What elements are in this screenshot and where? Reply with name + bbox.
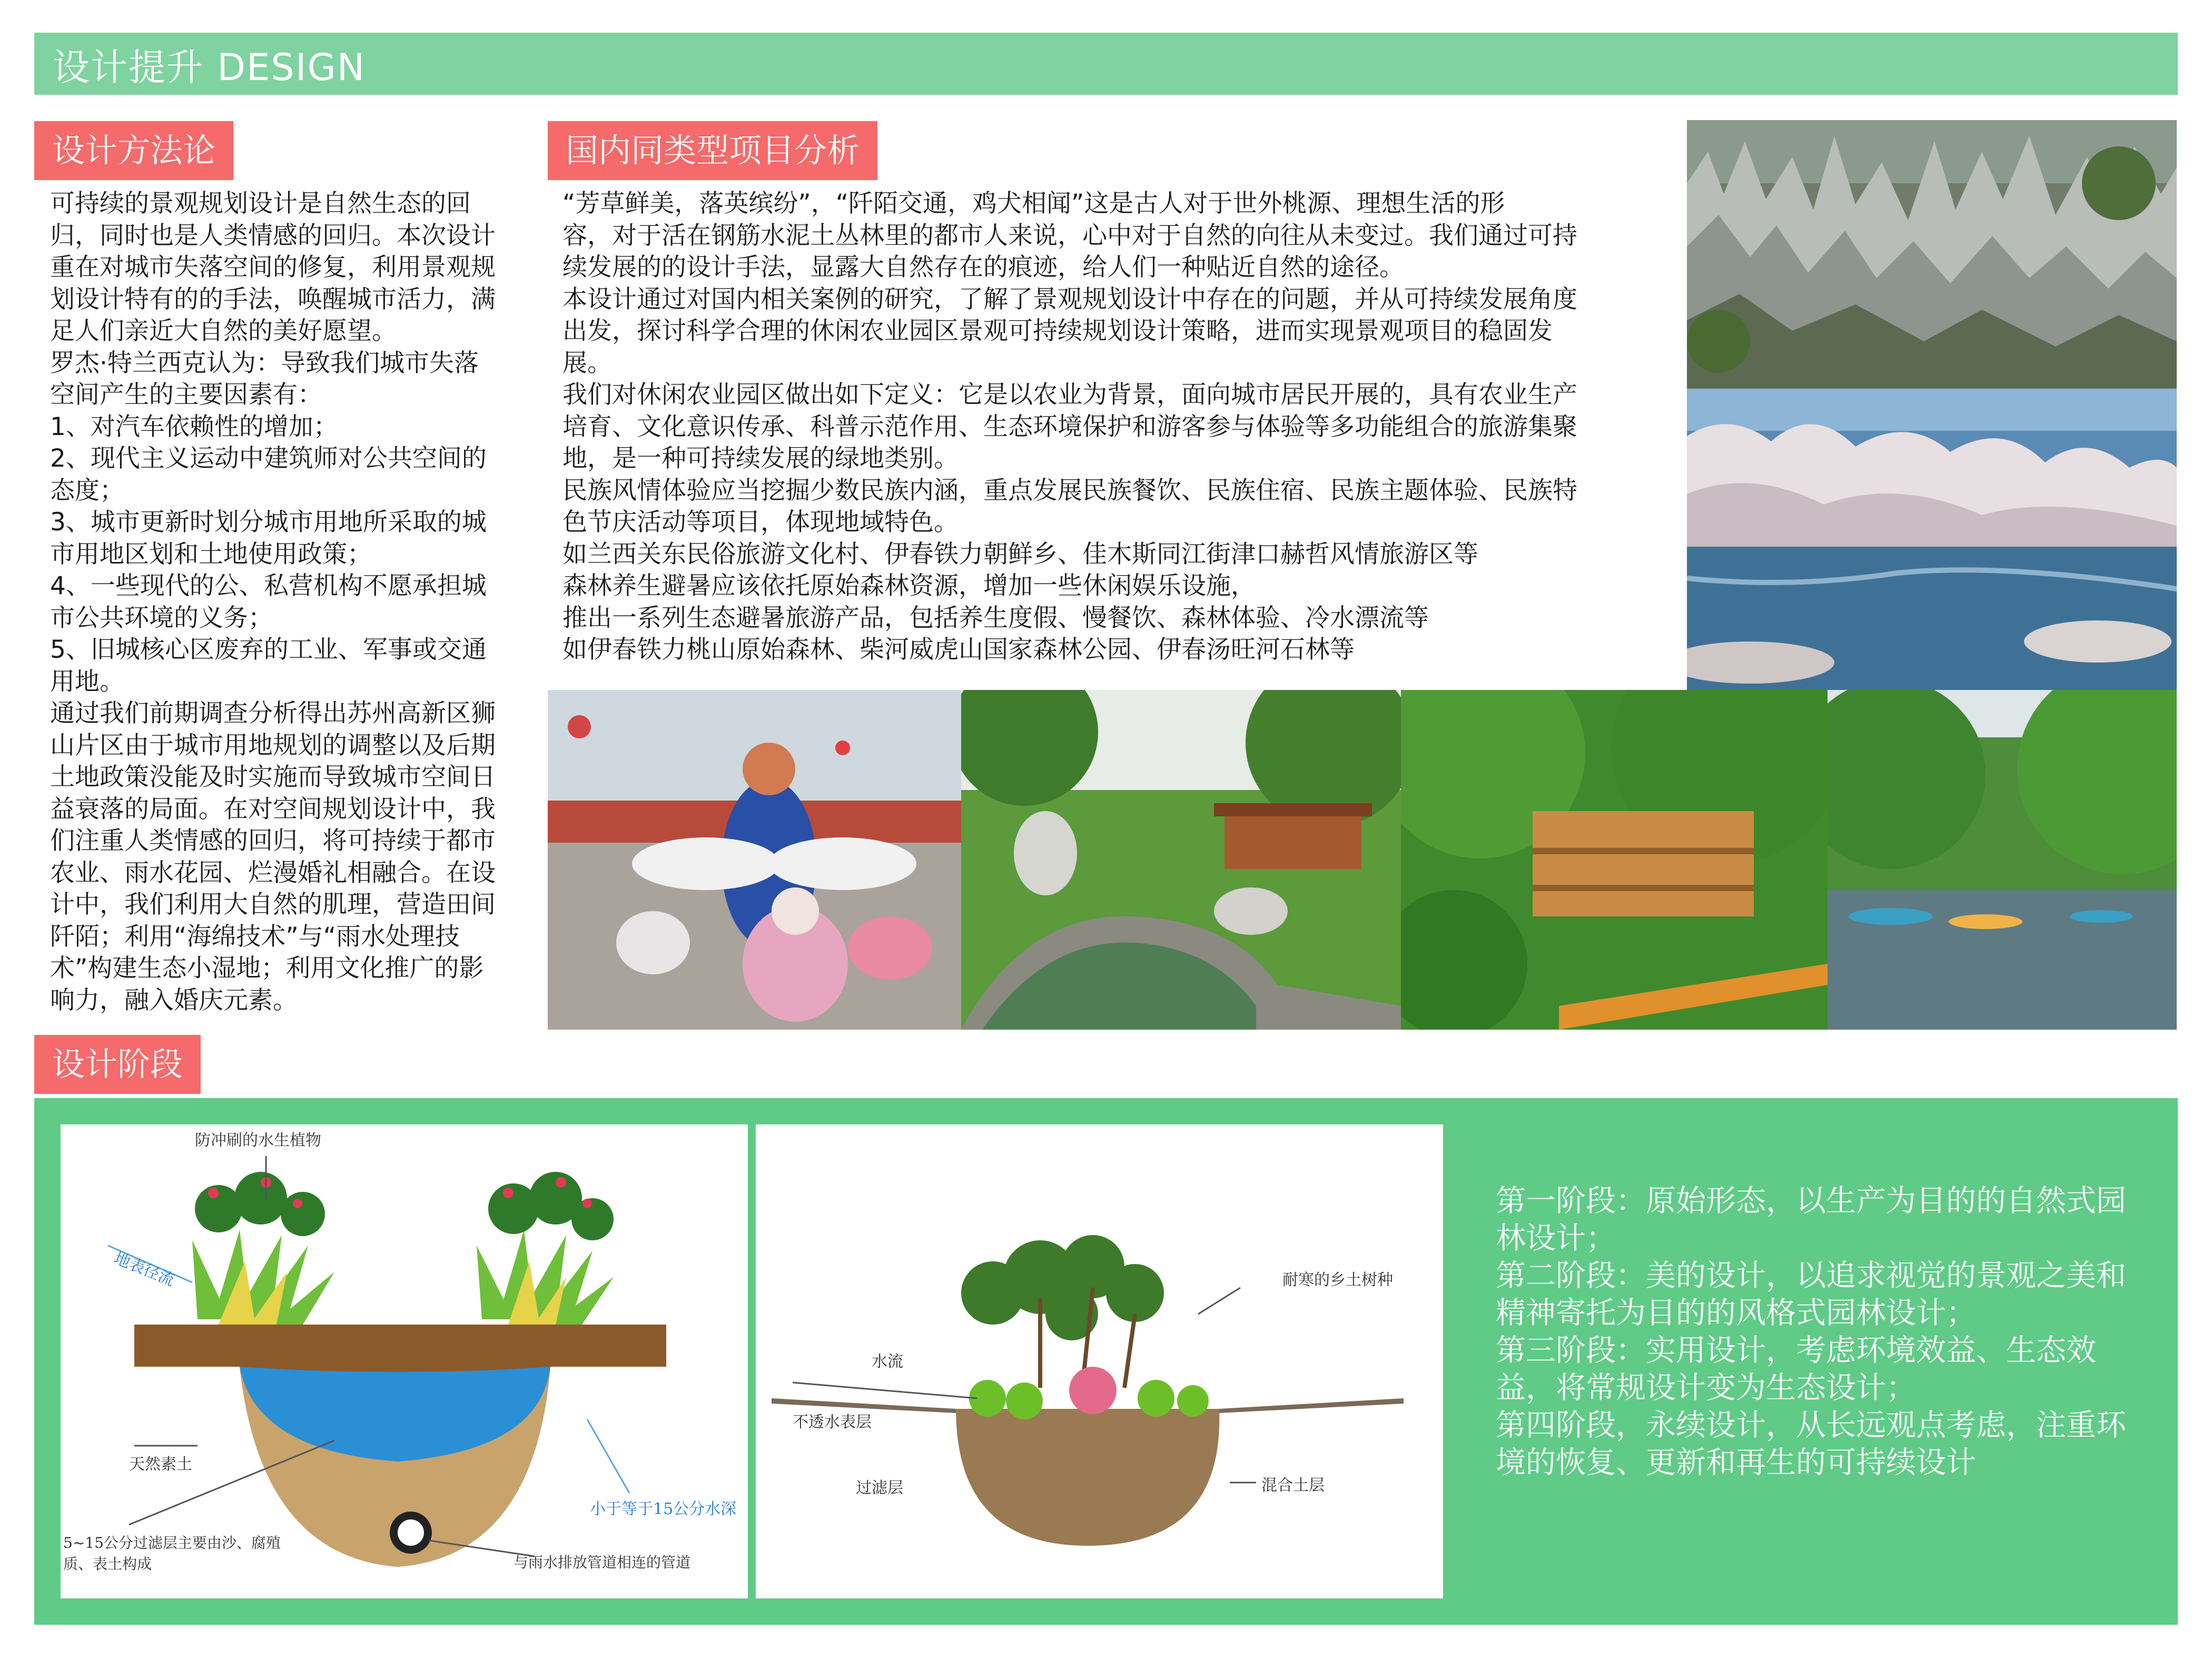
plants-label: 防冲刷的水生植物 <box>195 1131 321 1150</box>
analysis-line: 培育、文化意识传承、科普示范作用、生态环境保护和游客参与体验等多功能组合的旅游集聚 <box>562 412 1577 441</box>
methodology-line: 归，同时也是人类情感的回归。本次设计 <box>50 221 496 250</box>
methodology-line: 5、旧城核心区废弃的工业、军事或交通 <box>50 635 487 664</box>
methodology-line: 阡陌；利用“海绵技术”与“雨水处理技 <box>50 922 460 951</box>
stage-2-text: 第二阶段：美的设计，以追求视觉的景观之美和精神寄托为目的的风格式园林设计； <box>1496 1258 2126 1330</box>
page-title: 设计提升 DESIGN <box>53 46 366 89</box>
stage-4-text: 第四阶段，永续设计，从长远观点考虑，注重环境的恢复、更新和再生的可持续设计 <box>1496 1408 2126 1480</box>
methodology-line: 们注重人类情感的回归，将可持续于都市 <box>50 826 496 855</box>
analysis-line: 出发，探讨科学合理的休闲农业园区景观可持续规划设计策略，进而实现景观项目的稳固发 <box>562 317 1553 345</box>
methodology-line: 划设计特有的的手法，唤醒城市活力，满 <box>50 284 496 314</box>
methodology-line: 态度； <box>50 476 124 505</box>
analysis-line: 色节庆活动等项目，体现地域特色。 <box>562 508 959 537</box>
methodology-line: 4、一些现代的公、私营机构不愿承担城 <box>50 571 487 600</box>
methodology-line: 1、对汽车依赖性的增加； <box>50 412 338 441</box>
water-flow-label: 水流 <box>872 1352 903 1371</box>
filter-layer-label: 过滤层 <box>856 1479 903 1497</box>
methodology-line: 市用地区划和土地使用政策； <box>50 539 372 569</box>
methodology-line: 术”构建生态小湿地；利用文化推广的影 <box>50 954 484 983</box>
analysis-line: 展。 <box>562 348 612 378</box>
stage-1-text: 第一阶段：原始形态，以生产为目的的自然式园林设计； <box>1496 1183 2126 1256</box>
forest-cabin-photo <box>1401 690 1828 1030</box>
folk-dance-photo <box>548 690 961 1030</box>
methodology-line: 2、现代主义运动中建筑师对公共空间的 <box>50 444 487 473</box>
methodology-line: 罗杰·特兰西克认为：导致我们城市失落 <box>50 348 479 378</box>
analysis-line: 民族风情体验应当挖掘少数民族内涵，重点发展民族餐饮、民族住宿、民族主题体验、民族特 <box>562 476 1577 505</box>
methodology-line: 足人们亲近大自然的美好愿望。 <box>50 317 397 345</box>
trees-label: 耐寒的乡土树种 <box>1282 1271 1393 1289</box>
stage-descriptions <box>1496 1182 2154 1482</box>
filter-layer-label: 5~15公分过滤层主要由沙、腐殖质、表土构成 <box>63 1534 281 1573</box>
methodology-line: 土地政策没能及时实施而导致城市空间日 <box>50 763 496 792</box>
analysis-line: 如兰西关东民俗旅游文化村、伊春铁力朝鲜乡、佳木斯同江街津口赫哲风情旅游区等 <box>562 539 1478 569</box>
methodology-line: 3、城市更新时划分城市用地所采取的城 <box>50 508 487 537</box>
analysis-line: 地，是一种可持续发展的绿地类别。 <box>562 444 959 473</box>
impermeable-label: 不透水表层 <box>793 1413 872 1431</box>
methodology-line: 响力，融入婚庆元素。 <box>50 985 298 1015</box>
methodology-line: 重在对城市失落空间的修复，利用景观规 <box>50 253 496 282</box>
stone-forest-photo <box>1687 120 2177 389</box>
methodology-tag: 设计方法论 <box>34 121 233 180</box>
depth-label: 小于等于15公分水深 <box>590 1500 737 1518</box>
analysis-text <box>562 188 1695 666</box>
analysis-tag: 国内同类型项目分析 <box>548 121 877 180</box>
analysis-line: 本设计通过对国内相关案例的研究，了解了景观规划设计中存在的问题，并从可持续发展角度 <box>562 284 1577 314</box>
analysis-line: 续发展的的设计手法，显露大自然存在的痕迹，给人们一种贴近自然的途径。 <box>562 253 1404 282</box>
pipe-label: 与雨水排放管道相连的管道 <box>514 1554 691 1571</box>
analysis-line: “芳草鲜美，落英缤纷”，“阡陌交通，鸡犬相闻”这是古人对于世外桃源、理想生活的形 <box>562 189 1505 218</box>
methodology-line: 用地。 <box>50 667 124 696</box>
analysis-line: 森林养生避暑应该依托原始森林资源，增加一些休闲娱乐设施， <box>562 571 1256 600</box>
methodology-line: 通过我们前期调查分析得出苏州高新区狮 <box>50 699 496 728</box>
mixed-soil-label: 混合土层 <box>1261 1476 1325 1495</box>
frost-river-photo <box>1687 389 2177 690</box>
planter-basin-diagram <box>756 1124 1443 1598</box>
methodology-line: 益衰落的局面。在对空间规划设计中，我 <box>50 794 496 824</box>
methodology-line: 可持续的景观规划设计是自然生态的回 <box>50 189 471 218</box>
methodology-text <box>50 188 535 1016</box>
analysis-line: 如伊春铁力桃山原始森林、柴河威虎山国家森林公园、伊春汤旺河石林等 <box>562 635 1355 664</box>
garden-stream-photo <box>961 690 1401 1030</box>
analysis-line: 推出一系列生态避暑旅游产品，包括养生度假、慢餐饮、森林体验、冷水漂流等 <box>562 603 1429 633</box>
methodology-line: 计中，我们利用大自然的肌理，营造田间 <box>50 890 496 919</box>
methodology-line: 空间产生的主要因素有： <box>50 380 322 409</box>
stages-tag: 设计阶段 <box>34 1035 201 1094</box>
methodology-line: 市公共环境的义务； <box>50 603 273 633</box>
rain-garden-diagram <box>61 1124 748 1598</box>
analysis-line: 容，对于活在钢筋水泥土丛林里的都市人来说，心中对于自然的向往从未变过。我们通过可持 <box>562 221 1577 250</box>
methodology-line: 农业、雨水花园、烂漫婚礼相融合。在设 <box>50 858 496 887</box>
soil-label: 天然素土 <box>129 1455 192 1474</box>
analysis-line: 我们对休闲农业园区做出如下定义：它是以农业为背景，面向城市居民开展的，具有农业生产 <box>562 380 1577 409</box>
stage-3-text: 第三阶段：实用设计，考虑环境效益、生态效益，将常规设计变为生态设计； <box>1496 1333 2096 1405</box>
river-rafting-photo <box>1828 690 2177 1030</box>
runoff-label: 地表径流 <box>111 1249 177 1290</box>
methodology-line: 山片区由于城市用地规划的调整以及后期 <box>50 730 496 760</box>
